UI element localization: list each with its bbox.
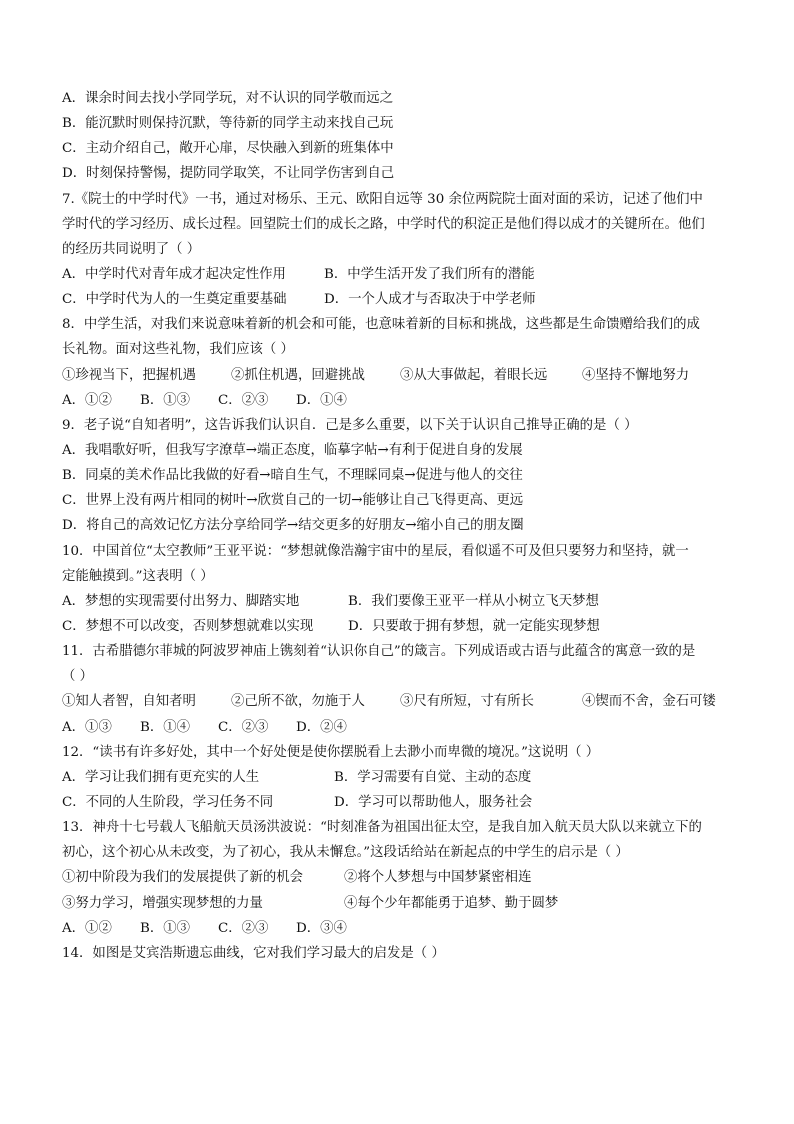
q12-option-a: A．学习让我们拥有更充实的人生 xyxy=(62,769,260,785)
q10-option-d: D．只要敢于拥有梦想，就一定能实现梦想 xyxy=(348,618,600,634)
q8-statements-row xyxy=(62,363,738,388)
q8-option-d: D．①④ xyxy=(296,392,347,408)
q8-option-b: B．①③ xyxy=(140,392,191,408)
q7-options-row-1 xyxy=(62,262,738,287)
q10-options-row-1 xyxy=(62,589,738,614)
q13-statements-row-1 xyxy=(62,865,738,890)
q11-options-row xyxy=(62,715,738,740)
q7-option-c: C．中学时代为人的一生奠定重要基础 xyxy=(62,292,287,308)
q11-option-b: B．①④ xyxy=(140,719,191,735)
q8-option-c: C．②③ xyxy=(218,392,269,408)
q10-option-b: B．我们要像王亚平一样从小树立飞天梦想 xyxy=(348,593,599,609)
q10-stem-line-2: 定能触摸到。”这表明（ ） xyxy=(62,568,214,584)
q11-statement-3: ③尺有所短，寸有所长 xyxy=(400,694,534,710)
q12-option-b: B．学习需要有自觉、主动的态度 xyxy=(334,769,532,785)
q11-option-a: A．①③ xyxy=(62,719,112,735)
q9-option-c: C．世界上没有两片相同的树叶→欣赏自己的一切→能够让自己飞得更高、更远 xyxy=(62,493,524,509)
q11-statement-1: ①知人者智，自知者明 xyxy=(62,694,196,710)
q12-stem-line-1: 12．“读书有许多好处，其中一个好处便是使你摆脱看上去渺小而卑微的境况。”这说明（ ） xyxy=(62,744,600,760)
q13-option-a: A．①② xyxy=(62,920,112,936)
q13-option-d: D．③④ xyxy=(296,920,347,936)
q7-option-b: B．中学生活开发了我们所有的潜能 xyxy=(324,266,535,282)
q13-options-row xyxy=(62,916,738,941)
q8-stem-line-1: 8．中学生活，对我们来说意味着新的机会和可能，也意味着新的目标和挑战，这些都是生命馈赠给我们的成 xyxy=(62,317,700,333)
q8-statement-4: ④坚持不懈地努力 xyxy=(582,367,690,383)
q12-options-row-1 xyxy=(62,765,738,790)
q7-options-row-2 xyxy=(62,287,738,312)
q11-statements-row xyxy=(62,689,738,714)
q6-option-a: A．课余时间去找小学同学玩，对不认识的同学敬而远之 xyxy=(62,91,394,106)
q8-stem-line-2: 长礼物。面对这些礼物，我们应该（ ） xyxy=(62,342,294,358)
q11-stem-line-1: 11．古希腊德尔菲城的阿波罗神庙上镌刻着“认识你自己”的箴言。下列成语或古语与此蕴含的寓意一致的是 xyxy=(62,644,696,660)
q6-option-c: C．主动介绍自己，敞开心扉，尽快融入到新的班集体中 xyxy=(62,141,394,157)
q14-stem-line-1: 14．如图是艾宾浩斯遗忘曲线，它对我们学习最大的启发是（ ） xyxy=(62,945,445,961)
q13-option-b: B．①③ xyxy=(140,920,191,936)
q9-option-b: B．同桌的美术作品比我做的好看→暗自生气，不理睬同桌→促进与他人的交往 xyxy=(62,468,523,484)
q7-stem-line-3: 的经历共同说明了（ ） xyxy=(62,241,201,257)
q8-statement-1: ①珍视当下，把握机遇 xyxy=(62,367,196,383)
q7-option-d: D．一个人成才与否取决于中学老师 xyxy=(324,292,536,308)
q13-stem-line-2: 初心，这个初心从未改变，为了初心，我从未懈怠。”这段话给站在新起点的中学生的启示是（ ） xyxy=(62,845,629,861)
q7-option-a: A．中学时代对青年成才起决定性作用 xyxy=(62,266,286,282)
q13-statement-1: ①初中阶段为我们的发展提供了新的机会 xyxy=(62,870,304,886)
q12-option-c: C．不同的人生阶段，学习任务不同 xyxy=(62,794,274,810)
q12-option-d: D．学习可以帮助他人，服务社会 xyxy=(334,794,533,810)
q9-option-a: A．我唱歌好听，但我写字潦草→端正态度，临摹字帖→有利于促进自身的发展 xyxy=(62,442,523,458)
q13-option-c: C．②③ xyxy=(218,920,269,936)
q6-option-b: B．能沉默时则保持沉默，等待新的同学主动来找自己玩 xyxy=(62,116,394,132)
q11-statement-4: ④锲而不舍，金石可镂 xyxy=(582,694,716,710)
q10-stem-line-1: 10．中国首位“太空教师”王亚平说：“梦想就像浩瀚宇宙中的星辰，看似遥不可及但只要努力和坚持，就一 xyxy=(62,543,689,559)
q8-statement-3: ③从大事做起，着眼长远 xyxy=(400,367,548,383)
q6-option-d: D．时刻保持警惕，提防同学取笑，不让同学伤害到自己 xyxy=(62,166,395,182)
q13-statement-4: ④每个少年都能勇于追梦、勤于圆梦 xyxy=(344,895,559,911)
q11-option-c: C．②③ xyxy=(218,719,269,735)
q8-options-row xyxy=(62,388,738,413)
q13-stem-line-1: 13．神舟十七号载人飞船航天员汤洪波说：“时刻准备为祖国出征太空，是我自加入航天员大队以来就立下的 xyxy=(62,820,702,836)
q13-statement-2: ②将个人梦想与中国梦紧密相连 xyxy=(344,870,532,886)
q7-stem-line-1: 7.《院士的中学时代》一书，通过对杨乐、王元、欧阳自远等 30 余位两院院士面对面的采访，记述了他们中 xyxy=(62,191,703,207)
q11-stem-line-2: （ ） xyxy=(62,669,94,685)
q13-statement-3: ③努力学习，增强实现梦想的力量 xyxy=(62,895,263,911)
q8-statement-2: ②抓住机遇，回避挑战 xyxy=(231,367,365,383)
q7-stem-line-2: 学时代的学习经历、成长过程。回望院士们的成长之路，中学时代的积淀正是他们得以成才的关键所在。他们 xyxy=(62,216,705,232)
q9-stem-line-1: 9．老子说“自知者明”，这告诉我们认识自．己是多么重要，以下关于认识自己推导正确的是（ ） xyxy=(62,417,638,433)
q10-option-c: C．梦想不可以改变，否则梦想就难以实现 xyxy=(62,618,314,634)
exam-page xyxy=(62,86,738,966)
q10-option-a: A．梦想的实现需要付出努力、脚踏实地 xyxy=(62,593,300,609)
q13-statements-row-2 xyxy=(62,891,738,916)
q10-options-row-2 xyxy=(62,614,738,639)
q11-option-d: D．②④ xyxy=(296,719,347,735)
q8-option-a: A．①② xyxy=(62,392,112,408)
q12-options-row-2 xyxy=(62,790,738,815)
q11-statement-2: ②己所不欲，勿施于人 xyxy=(231,694,365,710)
q9-option-d: D．将自己的高效记忆方法分享给同学→结交更多的好朋友→缩小自己的朋友圈 xyxy=(62,518,524,534)
